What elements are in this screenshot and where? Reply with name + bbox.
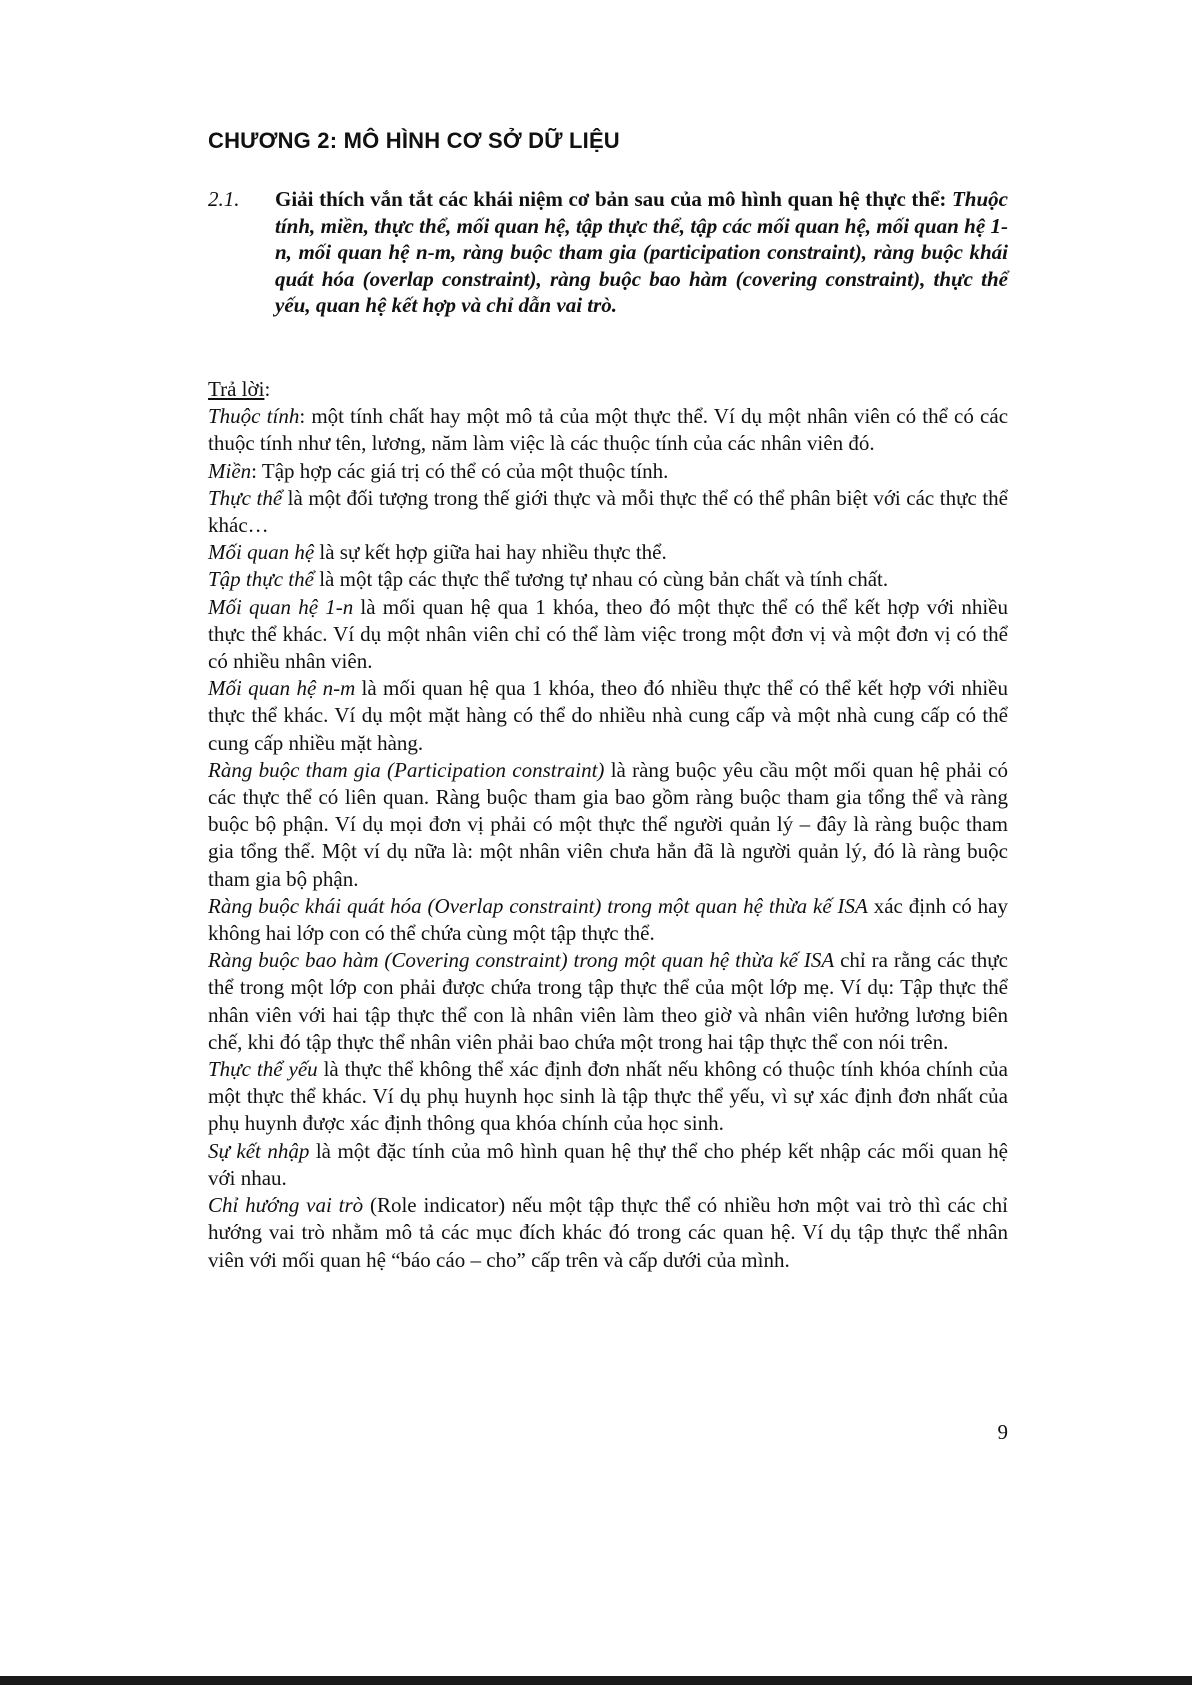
definition-term: Thuộc tính: [208, 404, 300, 429]
definition-text: xác định có hay không hai lớp con có thể chứa cùng một tập thực thể.: [208, 893, 1008, 946]
definition-paragraph: [208, 1192, 1008, 1274]
chapter-title: CHƯƠNG 2: MÔ HÌNH CƠ SỞ DỮ LIỆU: [208, 128, 620, 153]
definition-text: là một đối tượng trong thế giới thực và mỗi thực thể có thể phân biệt với các thực thể khác…: [208, 485, 1008, 538]
definition-paragraph: [208, 757, 1008, 893]
definition-term: Ràng buộc tham gia (Participation constraint): [208, 757, 605, 782]
definition-term: Tập thực thể: [208, 567, 314, 592]
definition-paragraph: [208, 1056, 1008, 1138]
definition-paragraph: [208, 594, 1008, 676]
definition-term: Thực thể: [208, 485, 283, 510]
question-block: [208, 186, 1008, 319]
definition-text: là một đặc tính của mô hình quan hệ thự thể cho phép kết nhập các mối quan hệ với nhau.: [208, 1138, 1008, 1190]
definition-term: Ràng buộc khái quát hóa (Overlap constraint) trong một quan hệ thừa kế ISA: [208, 893, 868, 918]
definition-paragraph: [208, 566, 1008, 593]
document-page: [208, 0, 1008, 1685]
definition-paragraph: [208, 485, 1008, 539]
definition-term: Miền: [208, 458, 252, 483]
definition-text: (Role indicator) nếu một tập thực thể có nhiều hơn một vai trò thì các chỉ hướng vai trò nhằm mô tả các mục đích khác đó trong các quan hệ. Ví dụ tập thực thể nhân viên với mối quan hệ “báo cáo – cho” cấp trên và cấp dưới của mình.: [208, 1193, 1008, 1272]
definition-term: Mối quan hệ n-m: [208, 676, 356, 701]
definition-term: Chỉ hướng vai trò: [208, 1193, 364, 1218]
definition-text: là thực thể không thể xác định đơn nhất nếu không có thuộc tính khóa chính của một thực thể khác. Ví dụ phụ huynh học sinh là tập thực thể yếu, vì sự xác định đơn nhất của phụ huynh được xác định thông qua khóa chính của học sinh.: [208, 1057, 1008, 1136]
answer-label-line: [208, 376, 1008, 403]
definition-text: là mối quan hệ qua 1 khóa, theo đó một thực thể có thể kết hợp với nhiều thực thể khác. Ví dụ một nhân viên chỉ có thể làm việc trong một đơn vị và một đơn vị có thể có nhiều nhân viên.: [208, 594, 1008, 674]
page-number: 9: [997, 1420, 1008, 1444]
definition-paragraph: [208, 947, 1008, 1056]
definition-term: Ràng buộc bao hàm (Covering constraint) trong một quan hệ thừa kế ISA: [208, 948, 835, 973]
definition-text: chỉ ra rằng các thực thể trong một lớp con phải được chứa trong tập thực thể của một lớp mẹ. Ví dụ: Tập thực thể nhân viên với hai tập thực thể con là nhân viên làm theo giờ và nhân viên hưởng lương biên chế, khi đó tập thực thể nhân viên phải bao chứa một trong hai tập thực thể con nói trên.: [208, 948, 1008, 1054]
definition-paragraph: [208, 1138, 1008, 1192]
question-intro: Giải thích vắn tắt các khái niệm cơ bản sau của mô hình quan hệ thực thể:: [275, 187, 952, 211]
definition-term: Thực thể yếu: [208, 1057, 318, 1082]
answer-block: [208, 376, 1008, 1274]
definition-paragraph: [208, 893, 1008, 947]
definition-text: là ràng buộc yêu cầu một mối quan hệ phải có các thực thể có liên quan. Ràng buộc tham gia bao gồm ràng buộc tham gia tổng thể và ràng buộc bộ phận. Ví dụ mọi đơn vị phải có một thực thể người quản lý – đây là ràng buộc tham gia tổng thể. Một ví dụ nữa là: một nhân viên chưa hẳn đã là người quản lý, đó là ràng buộc tham gia bộ phận.: [208, 757, 1008, 891]
answer-label: Trả lời: [208, 377, 265, 401]
question-number: 2.1.: [208, 187, 240, 211]
definition-text: là mối quan hệ qua 1 khóa, theo đó nhiều thực thể có thể kết hợp với nhiều thực thể khác. Ví dụ một mặt hàng có thể do nhiều nhà cung cấp và một nhà cung cấp có thể cung cấp nhiều mặt hàng.: [208, 676, 1008, 755]
definition-term: Mối quan hệ: [208, 540, 315, 565]
answer-label-suffix: :: [264, 377, 271, 401]
bottom-edge-bar: [0, 1676, 1192, 1685]
definition-text: là sự kết hợp giữa hai hay nhiều thực thể.: [314, 540, 667, 565]
definition-text: : một tính chất hay một mô tả của một thực thể. Ví dụ một nhân viên có thể có các thuộc tính như tên, lương, năm làm việc là các thuộc tính của các nhân viên đó.: [208, 404, 1009, 456]
definition-paragraph: [208, 458, 1008, 485]
definition-text: là một tập các thực thể tương tự nhau có cùng bản chất và tính chất.: [313, 567, 889, 592]
definition-term: Mối quan hệ 1-n: [208, 594, 354, 619]
definition-text: : Tập hợp các giá trị có thể có của một thuộc tính.: [251, 458, 669, 483]
question-terms: Thuộc tính, miền, thực thể, mối quan hệ, tập thực thể, tập các mối quan hệ, mối quan hệ 1-n, mối quan hệ n-m, ràng buộc tham gia (participation constraint), ràng buộc khái quát hóa (overlap constraint), ràng buộc bao hàm (covering constraint), thực thể yếu, quan hệ kết hợp và chỉ dẫn vai trò.: [275, 187, 1008, 317]
question-text: [275, 186, 1008, 319]
definition-paragraph: [208, 675, 1008, 757]
definition-paragraph: [208, 403, 1008, 457]
definition-paragraph: [208, 539, 1008, 566]
definition-term: Sự kết nhập: [208, 1138, 310, 1163]
